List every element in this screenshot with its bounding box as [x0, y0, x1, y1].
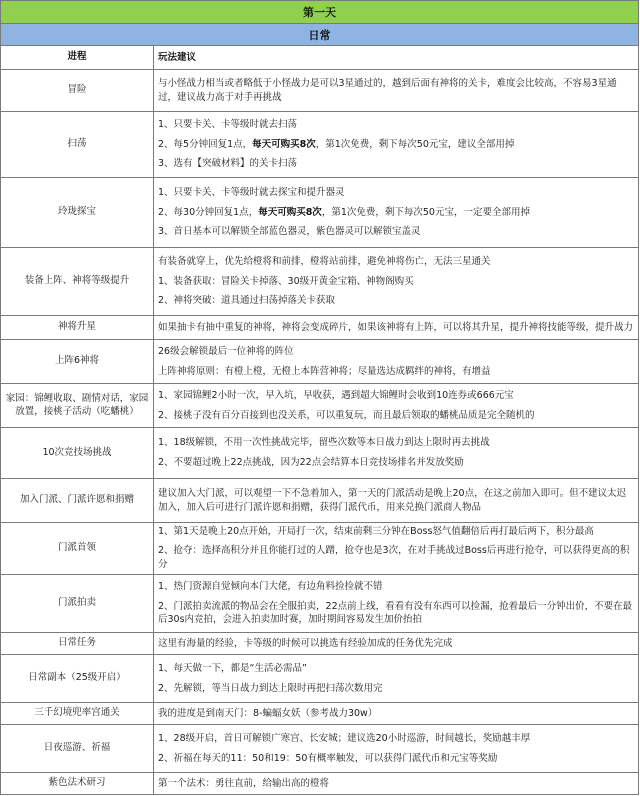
content-line: 建议加入大门派，可以观望一下不急着加入，第一天的门派活动是晚上20点，在这之前加入即可。但不建议太迟加入，加入后可进行门派许愿和捐赠，获得门派代币，用来兑换门派商人物品	[158, 487, 627, 513]
day-title: 第一天	[1, 1, 639, 24]
row-name: 日夜巡游、祈福	[1, 725, 154, 772]
row-name: 玲珑探宝	[1, 178, 154, 247]
purchase-limit-highlight: 每天可购买8次	[258, 206, 322, 218]
content-line: 1、18级解锁，不用一次性挑战完毕，留些次数等本日战力到达上限时再去挑战	[158, 437, 490, 449]
table-row	[1, 655, 639, 703]
row-content	[154, 725, 639, 772]
table-row	[1, 703, 639, 725]
table-row	[1, 112, 639, 178]
row-content	[154, 575, 639, 632]
row-name: 门派拍卖	[1, 575, 154, 632]
row-name: 10次竞技场挑战	[1, 428, 154, 478]
content-line: 3、首日基本可以解锁全部蓝色器灵，紫色器灵可以解锁宝盖灵	[158, 226, 421, 238]
row-name: 冒险	[1, 70, 154, 111]
row-content	[154, 655, 639, 702]
row-content	[154, 70, 639, 111]
table-row	[1, 773, 639, 795]
content-line: 1、只要卡关、卡等级时就去探宝和提升器灵	[158, 186, 345, 198]
row-name: 扫荡	[1, 112, 154, 177]
table-row	[1, 575, 639, 633]
row-content	[154, 479, 639, 522]
row-content	[154, 112, 639, 177]
row-content	[154, 316, 639, 339]
row-name: 神将升星	[1, 316, 154, 339]
row-content	[154, 523, 639, 574]
content-line: 2、抢夺：选择高积分并且你能打过的人蹭，抢夺也是3次，在对手挑战过Boss后再进行抢夺，可以获得更高的积分	[158, 545, 630, 571]
section-header: 日常	[1, 24, 639, 46]
table-row	[1, 633, 639, 655]
row-name: 加入门派、门派许愿和捐赠	[1, 479, 154, 522]
row-content	[154, 248, 639, 315]
table-row	[1, 725, 639, 773]
row-name: 装备上阵、神将等级提升	[1, 248, 154, 315]
content-line: 1、装备获取：冒险关卡掉落、30级开黄金宝箱、神物阁购买	[158, 275, 414, 287]
table-row	[1, 178, 639, 248]
content-line: 2、接桃子没有百分百接到也没关系，可以重复玩，而且最后领取的蟠桃品质是完全随机的	[158, 409, 535, 421]
content-line: 1、每天做一下，都是“生活必需品”	[158, 662, 307, 674]
row-content	[154, 384, 639, 427]
content-line: 2、神将突破：道具通过扫荡掉落关卡获取	[158, 295, 336, 307]
row-content	[154, 703, 639, 724]
header-progress: 进程	[1, 46, 154, 69]
content-line: 上阵神将原则：有橙上橙，无橙上本阵营神将；尽量选达成羁绊的神将，有增益	[158, 365, 491, 377]
content-line: 1、只要卡关、卡等级时就去扫荡	[158, 118, 298, 130]
row-content	[154, 428, 639, 478]
row-name: 紫色法术研习	[1, 773, 154, 794]
content-line: 26级会解锁最后一位神将的阵位	[158, 345, 294, 357]
row-content	[154, 340, 639, 383]
row-content	[154, 773, 639, 794]
row-name: 上阵6神将	[1, 340, 154, 383]
table-row	[1, 523, 639, 575]
content-line: 3、选有【突破材料】的关卡扫荡	[158, 158, 298, 170]
content-line: 2、门派拍卖流派的物品会在全服拍卖，22点前上线，看看有没有东西可以捡漏，抢着最后一分钟出价，不要在最后30s内竞拍，会进入拍卖加时赛，加时期间容易发生加价抬拍	[158, 600, 633, 626]
purchase-limit-highlight: 每天可购买8次	[252, 138, 316, 150]
content-line: 第一个法术：勇往直前，给输出高的橙将	[158, 777, 330, 789]
content-line: 2、不要超过晚上22点挑战，因为22点会结算本日竞技场排名并发放奖励	[158, 457, 464, 468]
row-name: 日常副本（25级开启）	[1, 655, 154, 702]
table-row	[1, 479, 639, 523]
content-line: 1、第1天是晚上20点开始，开局打一次，结束前剩三分钟在Boss怒气值翻倍后再打最后两下，积分最高	[158, 526, 594, 537]
content-line: 这里有海量的经验，卡等级的时候可以挑选有经验加成的任务优先完成	[158, 637, 453, 649]
content-line: 1、家园锦鲤2小时一次，早入坑，早收获，遇到超大锦鲤时会收到10连券或666元宝	[158, 389, 514, 401]
row-name: 家园：锦鲤收取、剧情对话，家园放置，接桃子活动（吃蟠桃）	[1, 384, 154, 427]
row-name: 日常任务	[1, 633, 154, 654]
content-line: 2、每30分钟回复1点，每天可购买8次，第1次免费，剩下每次50元宝，一定要全部用掉	[158, 206, 530, 218]
header-suggestion: 玩法建议	[154, 46, 639, 69]
content-line: 1、热门资源自觉倾向本门大佬，有边角料捡捡就不错	[158, 580, 383, 592]
content-line: 我的进度是到南天门：8-蝙蝠女妖（参考战力30w）	[158, 707, 378, 719]
table-row	[1, 70, 639, 112]
row-name: 三千幻境兜率宫通关	[1, 703, 154, 724]
table-row	[1, 384, 639, 428]
table-row	[1, 316, 639, 340]
content-line: 有装备就穿上，优先给橙将和前排，橙将站前排，避免神将伤亡，无法三星通关	[158, 255, 491, 267]
table-header-row	[1, 46, 639, 70]
content-line: 2、每5分钟回复1点，每天可购买8次，第1次免费，剩下每次50元宝，建议全部用掉	[158, 138, 515, 150]
content-line: 2、祈福在每天的11：50和19：50有概率触发，可以获得门派代币和元宝等奖励	[158, 752, 498, 764]
row-content	[154, 178, 639, 247]
content-line: 2、先解锁，等当日战力到达上限时再把扫荡次数用完	[158, 682, 383, 694]
content-line: 如果抽卡有抽中重复的神将，神将会变成碎片，如果该神将有上阵，可以将其升星，提升神将技能等级，提升战力	[158, 321, 634, 333]
row-name: 门派首领	[1, 523, 154, 574]
table-row	[1, 248, 639, 316]
row-content	[154, 633, 639, 654]
content-line: 与小怪战力相当或者略低于小怪战力是可以3星通过的，越到后面有神将的关卡，难度会比较高，不容易3星通过，建议战力高于对手再挑战	[158, 77, 617, 103]
table-row	[1, 340, 639, 384]
content-line: 1、28级开启，首日可解锁广寒宫、长安城；建议选20小时巡游，时间越长，奖励越丰厚	[158, 732, 531, 744]
table-row	[1, 428, 639, 479]
